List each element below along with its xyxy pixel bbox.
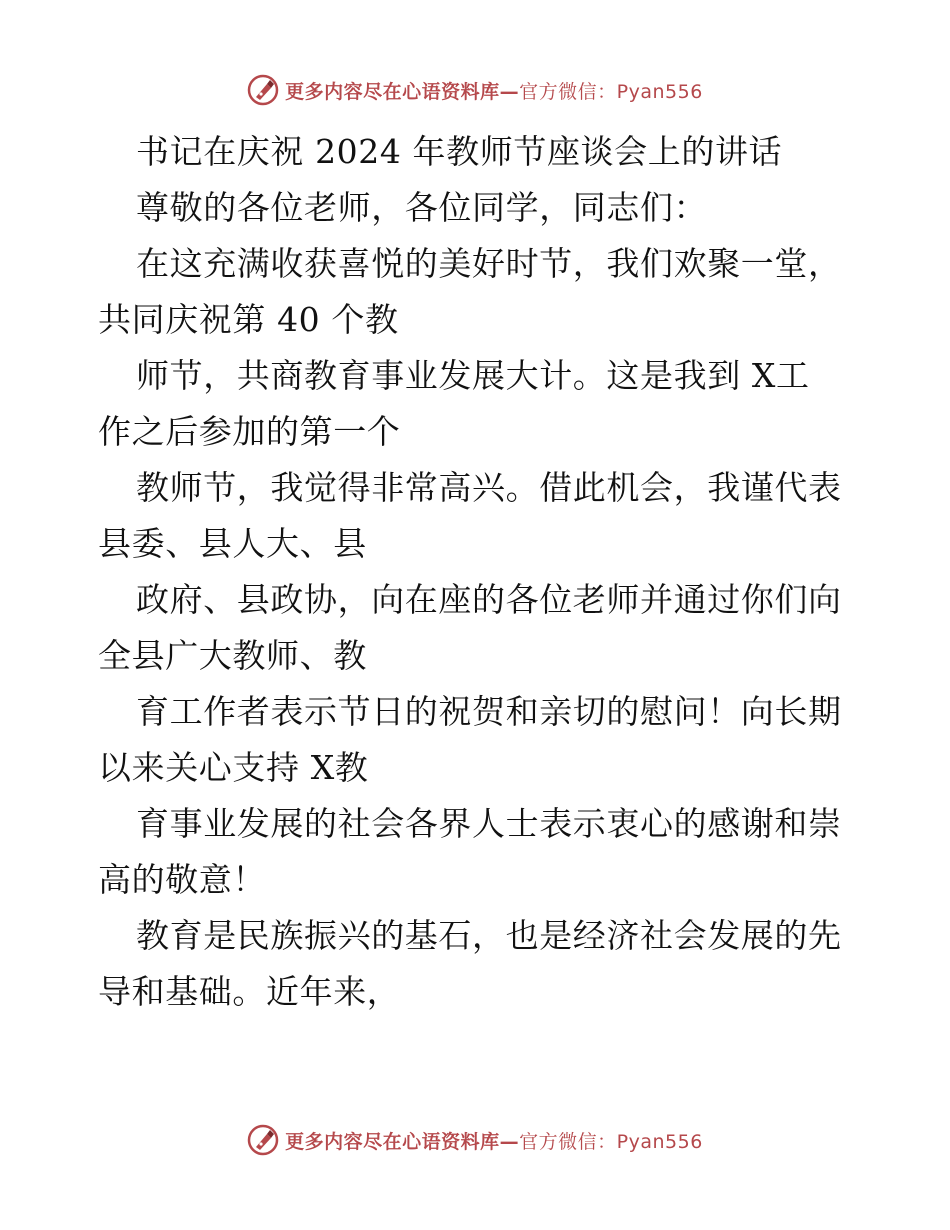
doc-line: 在这充满收获喜悦的美好时节，我们欢聚一堂， [136, 244, 842, 283]
pen-nib-logo-icon [247, 74, 279, 106]
pen-nib-logo-icon [247, 1124, 279, 1156]
doc-line: 全县广大教师、教 [98, 636, 367, 675]
doc-line: 共同庆祝第 40 个教 [98, 300, 399, 339]
footer-banner [0, 1120, 950, 1160]
doc-line: 高的敬意！ [98, 860, 266, 899]
doc-line: 育工作者表示节日的祝贺和亲切的慰问！向长期 [136, 692, 842, 731]
doc-line: 教师节，我觉得非常高兴。借此机会，我谨代表 [136, 468, 842, 507]
header-wechat-text: 官方微信：Pyan556 [519, 80, 703, 103]
doc-line: 以来关心支持 X教 [98, 748, 369, 787]
doc-title: 书记在庆祝 2024 年教师节座谈会上的讲话 [136, 132, 783, 171]
doc-line: 教育是民族振兴的基石，也是经济社会发展的先 [136, 916, 842, 955]
footer-wechat-text: 官方微信：Pyan556 [519, 1130, 703, 1153]
doc-line: 作之后参加的第一个 [98, 412, 401, 451]
doc-line: 导和基础。近年来， [98, 972, 401, 1011]
header-text [285, 77, 703, 104]
doc-line: 县委、县人大、县 [98, 524, 367, 563]
header-library-text: 更多内容尽在心语资料库— [285, 80, 520, 103]
footer-library-text: 更多内容尽在心语资料库— [285, 1130, 520, 1153]
doc-salutation: 尊敬的各位老师，各位同学，同志们： [136, 188, 708, 227]
doc-line: 师节，共商教育事业发展大计。这是我到 X工 [136, 356, 810, 395]
footer-text [285, 1127, 703, 1154]
doc-line: 政府、县政协，向在座的各位老师并通过你们向 [136, 580, 842, 619]
header-banner [0, 70, 950, 110]
doc-line: 育事业发展的社会各界人士表示衷心的感谢和崇 [136, 804, 842, 843]
document-body [98, 124, 858, 1020]
